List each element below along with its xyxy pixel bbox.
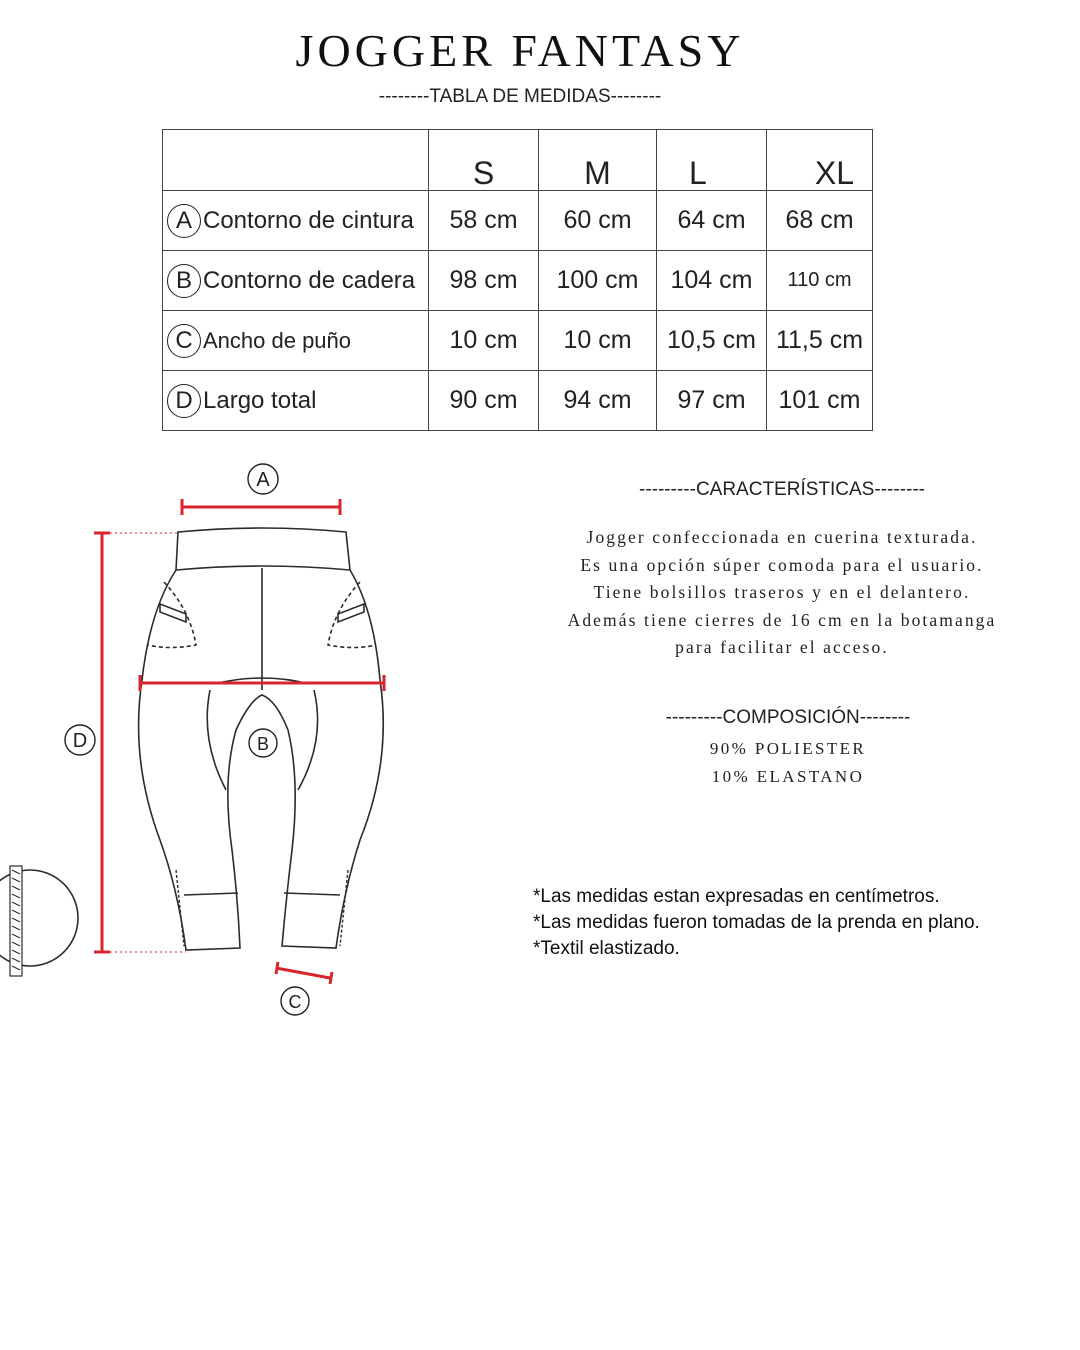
size-header-m (539, 130, 657, 191)
table-row (163, 251, 873, 311)
table-cell: 101 cm (767, 371, 873, 431)
size-label: XL (814, 155, 854, 191)
table-cell: 11,5 cm (767, 311, 873, 371)
table-cell: 97 cm (657, 371, 767, 431)
note-line: *Textil elastizado. (533, 938, 680, 959)
size-header-s (429, 130, 539, 191)
size-label: L (689, 155, 707, 191)
table-cell: 68 cm (767, 191, 873, 251)
measure-tick (330, 972, 332, 984)
measure-letter-badge: C (167, 324, 201, 358)
note-line: *Las medidas estan expresadas en centímetros. (533, 886, 940, 907)
inner-seam-left (207, 690, 226, 790)
marker-b: B (256, 734, 270, 754)
marker-d: D (72, 730, 88, 752)
table-cell: 58 cm (429, 191, 539, 251)
waistband (176, 528, 350, 570)
characteristics-line: Es una opción súper comoda para el usuario. (580, 554, 984, 575)
measure-lines (94, 499, 384, 984)
row-label-text: Largo total (203, 386, 317, 414)
cuff-line-left (184, 893, 238, 895)
characteristics-heading: ---------CARACTERÍSTICAS-------- (639, 479, 925, 500)
table-cell: 104 cm (657, 251, 767, 311)
row-label-text: Ancho de puño (203, 327, 352, 353)
note-line: *Las medidas fueron tomadas de la prenda en plano. (533, 912, 980, 933)
characteristics-line: Tiene bolsillos traseros y en el delantero. (593, 582, 971, 602)
measure-letter-badge: D (167, 384, 201, 418)
size-table (162, 129, 873, 431)
table-cell: 90 cm (429, 371, 539, 431)
size-label: M (584, 155, 611, 191)
pants-outline (139, 570, 384, 950)
jogger-measurement-diagram (0, 455, 420, 1025)
table-cell: 60 cm (539, 191, 657, 251)
cuff-line-right (284, 893, 340, 895)
measurement-notes (533, 884, 1053, 962)
inner-seam-right (298, 690, 318, 790)
marker-c: C (288, 992, 302, 1012)
zipper-detail (0, 866, 78, 976)
size-label: S (472, 155, 495, 191)
characteristics-line: Jogger confeccionada en cuerina texturada. (586, 527, 978, 547)
row-label (163, 191, 429, 251)
row-label (163, 371, 429, 431)
table-row (163, 311, 873, 371)
size-header-l (657, 130, 767, 191)
measure-line-c (276, 968, 330, 978)
size-header-xl (767, 130, 873, 191)
table-cell: 100 cm (539, 251, 657, 311)
composition-heading: ---------COMPOSICIÓN-------- (665, 707, 911, 728)
zipper-marks (176, 870, 348, 946)
characteristics-line: para facilitar el acceso. (675, 637, 889, 657)
zipper-right (340, 870, 348, 946)
composition-line: 10% ELASTANO (711, 767, 865, 786)
table-cell: 64 cm (657, 191, 767, 251)
table-row (163, 191, 873, 251)
table-subtitle: --------TABLA DE MEDIDAS-------- (378, 86, 662, 107)
row-label-text: Contorno de cadera (203, 266, 416, 294)
row-label-text: Contorno de cintura (203, 206, 414, 234)
zipper-left (176, 870, 184, 946)
measure-tick (276, 962, 278, 974)
row-label (163, 251, 429, 311)
table-cell: 10 cm (539, 311, 657, 371)
table-cell: 98 cm (429, 251, 539, 311)
composition-text (528, 735, 1048, 791)
characteristics-line: Además tiene cierres de 16 cm en la botamanga (567, 609, 997, 630)
page-title: JOGGER FANTASY (295, 25, 745, 76)
marker-a: A (256, 469, 270, 491)
table-row (163, 371, 873, 431)
row-label (163, 311, 429, 371)
measure-letter-badge: A (167, 204, 201, 238)
characteristics-text (522, 524, 1042, 662)
header-empty-cell (163, 130, 429, 191)
table-cell: 94 cm (539, 371, 657, 431)
table-cell: 10,5 cm (657, 311, 767, 371)
table-cell: 110 cm (767, 251, 873, 311)
size-header-row (163, 130, 873, 191)
measure-letter-badge: B (167, 264, 201, 298)
table-cell: 10 cm (429, 311, 539, 371)
composition-line: 90% POLIESTER (709, 739, 867, 758)
